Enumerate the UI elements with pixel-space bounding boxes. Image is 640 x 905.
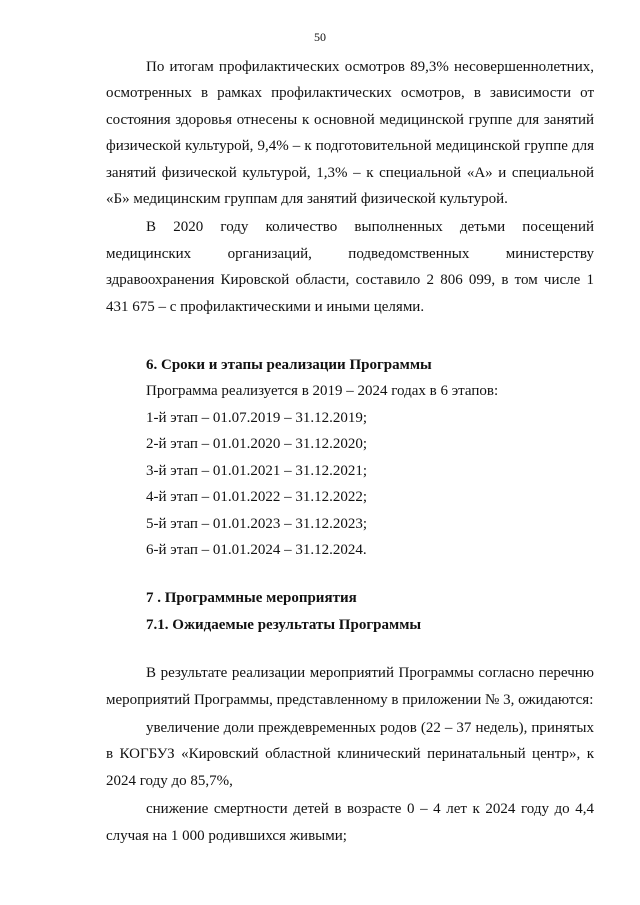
page-number: 50 xyxy=(314,30,326,44)
stage-item: 4-й этап – 01.01.2022 – 31.12.2022; xyxy=(146,489,368,506)
stage-item: 3-й этап – 01.01.2021 – 31.12.2021; xyxy=(146,462,368,479)
stage-item: 1-й этап – 01.07.2019 – 31.12.2019; xyxy=(146,409,368,426)
paragraph-result-child-mortality: снижение смертности детей в возрасте 0 – 4 лет к 2024 году до 4,4 случая на 1 000 родившихся живыми; xyxy=(106,801,594,844)
paragraph-preventive-exams: По итогам профилактических осмотров 89,3% несовершеннолетних, осмотренных в рамках профилактических осмотров, в зависимости от состояния здоровья отнесены к основной медицинской группе для занятий физической культурой, 9,4% – к подготовительной медицинской группе для занятий физической культурой, 1,3% – к специальной «А» и специальной «Б» медицинским группам для занятий физической культурой. xyxy=(106,59,594,208)
paragraph-result-preterm-births: увеличение доли преждевременных родов (22 – 37 недель), принятых в КОГБУЗ «Кировский областной клинический перинатальный центр», к 2024 году до 85,7%, xyxy=(106,719,594,789)
paragraph-visits-2020: В 2020 году количество выполненных детьми посещений медицинских организаций, подведомственных министерству здравоохранения Кировской области, составило 2 806 099, в том числе 1 431 675 – с профилактическими и иными целями. xyxy=(106,219,594,315)
section-7-1-heading: 7.1. Ожидаемые результаты Программы xyxy=(146,616,422,633)
stage-item: 5-й этап – 01.01.2023 – 31.12.2023; xyxy=(146,515,368,532)
stage-item: 6-й этап – 01.01.2024 – 31.12.2024. xyxy=(146,541,367,558)
section-7-heading: 7 . Программные мероприятия xyxy=(146,590,357,607)
paragraph-expected-intro: В результате реализации мероприятий Программы согласно перечню мероприятий Программы, представленному в приложении № 3, ожидаются: xyxy=(106,665,594,708)
section-6-intro: Программа реализуется в 2019 – 2024 годах в 6 этапов: xyxy=(146,383,499,400)
document-body xyxy=(106,54,594,849)
stage-item: 2-й этап – 01.01.2020 – 31.12.2020; xyxy=(146,436,368,453)
section-6-heading: 6. Сроки и этапы реализации Программы xyxy=(146,357,432,374)
